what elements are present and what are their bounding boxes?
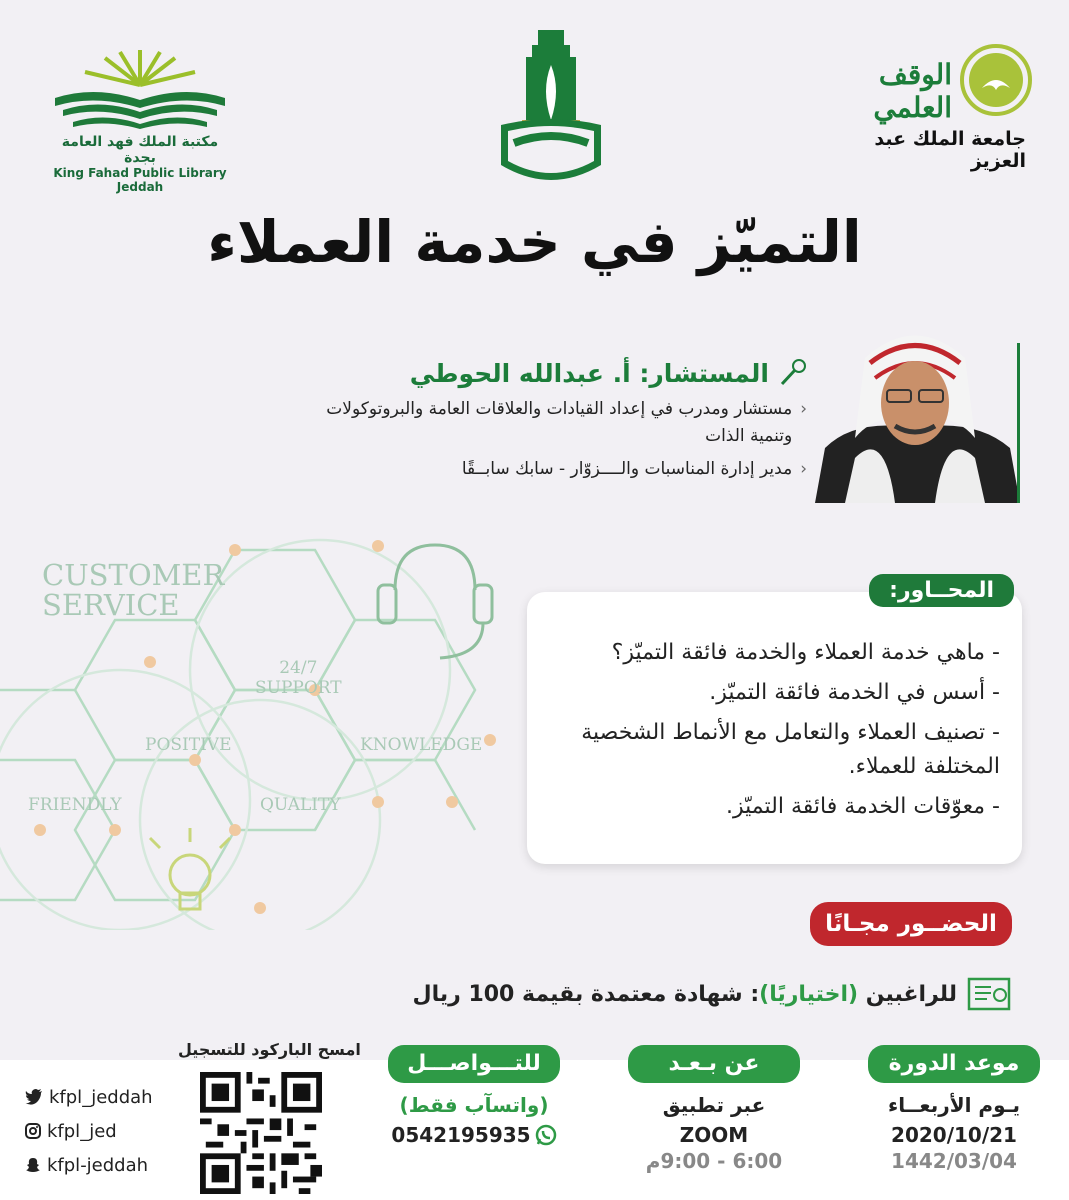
chevron-left-icon: ‹ <box>800 459 807 479</box>
snapchat-icon <box>25 1157 41 1173</box>
speaker-info <box>287 358 807 483</box>
positive-label: POSITIVE <box>145 735 232 755</box>
schedule-block <box>868 1045 1040 1173</box>
university-seal-icon <box>486 25 616 190</box>
knowledge-label: KNOWLEDGE <box>360 735 483 755</box>
register-label: امسح الباركود للتسجيل <box>178 1040 361 1059</box>
remote-label: عن بـعـد <box>628 1045 800 1083</box>
contact-phone[interactable]: 0542195935 <box>388 1123 560 1147</box>
speaker-bullet: ‹ مستشار ومدرب في إعداد القيادات والعلاقات العامة والبروتوكولات وتنمية الذات <box>287 396 807 450</box>
axis-item: - تصنيف العملاء والتعامل مع الأنماط الشخصية المختلفة للعملاء. <box>581 720 1000 779</box>
speaker-portrait-icon <box>815 318 1020 503</box>
waqf-logo <box>825 40 1040 172</box>
customer-service-label: CUSTOMER SERVICE <box>42 558 225 622</box>
waqf-script: الوقف العلمي <box>873 58 952 124</box>
twitter-link[interactable]: kfpl_jeddah <box>25 1080 153 1114</box>
axes-heading: المحــاور: <box>869 574 1014 607</box>
contact-note: (واتسآب فقط) <box>399 1093 549 1117</box>
speaker-photo <box>815 318 1020 503</box>
contact-block <box>388 1045 560 1147</box>
lightbulb-icon <box>150 828 230 909</box>
certificate-icon <box>967 975 1011 1013</box>
page-title: التميّز في خدمة العملاء <box>207 208 862 276</box>
speaker-name: المستشار: أ. عبدالله الحوطي <box>409 358 769 388</box>
quality-label: QUALITY <box>260 795 341 815</box>
axes-card <box>527 578 1022 864</box>
schedule-date-gregorian: 2020/10/21 <box>891 1123 1017 1147</box>
library-name-ar: مكتبة الملك فهد العامة بجدة <box>61 134 219 166</box>
microphone-icon <box>777 358 807 388</box>
certificate-prefix: للراغبين <box>865 981 957 1007</box>
axis-item: - معوّقات الخدمة فائقة التميّز. <box>726 794 1000 819</box>
axis-item: - ماهي خدمة العملاء والخدمة فائقة التميّز؟ <box>611 640 1000 665</box>
chevron-left-icon: ‹ <box>800 399 807 419</box>
remote-block <box>628 1045 800 1173</box>
certificate-text: : شهادة معتمدة بقيمة 100 ريال <box>412 981 760 1007</box>
waqf-university: جامعة الملك عبد العزيز <box>874 128 1026 172</box>
free-attendance-badge: الحضــور مجـانًا <box>810 902 1012 946</box>
remote-app: ZOOM <box>679 1123 749 1147</box>
whatsapp-icon <box>535 1124 557 1146</box>
library-logo <box>45 40 235 194</box>
speaker-bullet: ‹ مدير إدارة المناسبات والــــزوّار - سابك سابــقًا <box>287 456 807 483</box>
headset-icon <box>378 545 492 658</box>
library-book-icon <box>45 40 235 130</box>
library-name-en: King Fahad Public Library Jeddah <box>53 166 227 194</box>
waqf-emblem-icon <box>960 44 1032 116</box>
registration-qr-code[interactable] <box>200 1072 322 1194</box>
remote-via: عبر تطبيق <box>662 1093 766 1117</box>
social-links <box>25 1080 153 1182</box>
schedule-date-hijri: 1442/03/04 <box>891 1149 1017 1173</box>
snapchat-link[interactable]: kfpl-jeddah <box>25 1148 153 1182</box>
contact-label: للتـــواصـــل <box>388 1045 560 1083</box>
certificate-optional: (اختياريًا) <box>759 981 859 1007</box>
instagram-icon <box>25 1123 41 1139</box>
instagram-link[interactable]: kfpl_jed <box>25 1114 153 1148</box>
twitter-icon <box>25 1089 43 1105</box>
university-seal <box>486 25 616 190</box>
support-label: 24/7 SUPPORT <box>255 658 342 698</box>
schedule-label: موعد الدورة <box>868 1045 1040 1083</box>
certificate-line <box>413 975 1012 1013</box>
remote-time: 6:00 - 9:00م <box>645 1149 783 1173</box>
friendly-label: FRIENDLY <box>28 795 122 815</box>
schedule-day: يـوم الأربعــاء <box>888 1093 1020 1117</box>
axis-item: - أسس في الخدمة فائقة التميّز. <box>709 680 1000 705</box>
